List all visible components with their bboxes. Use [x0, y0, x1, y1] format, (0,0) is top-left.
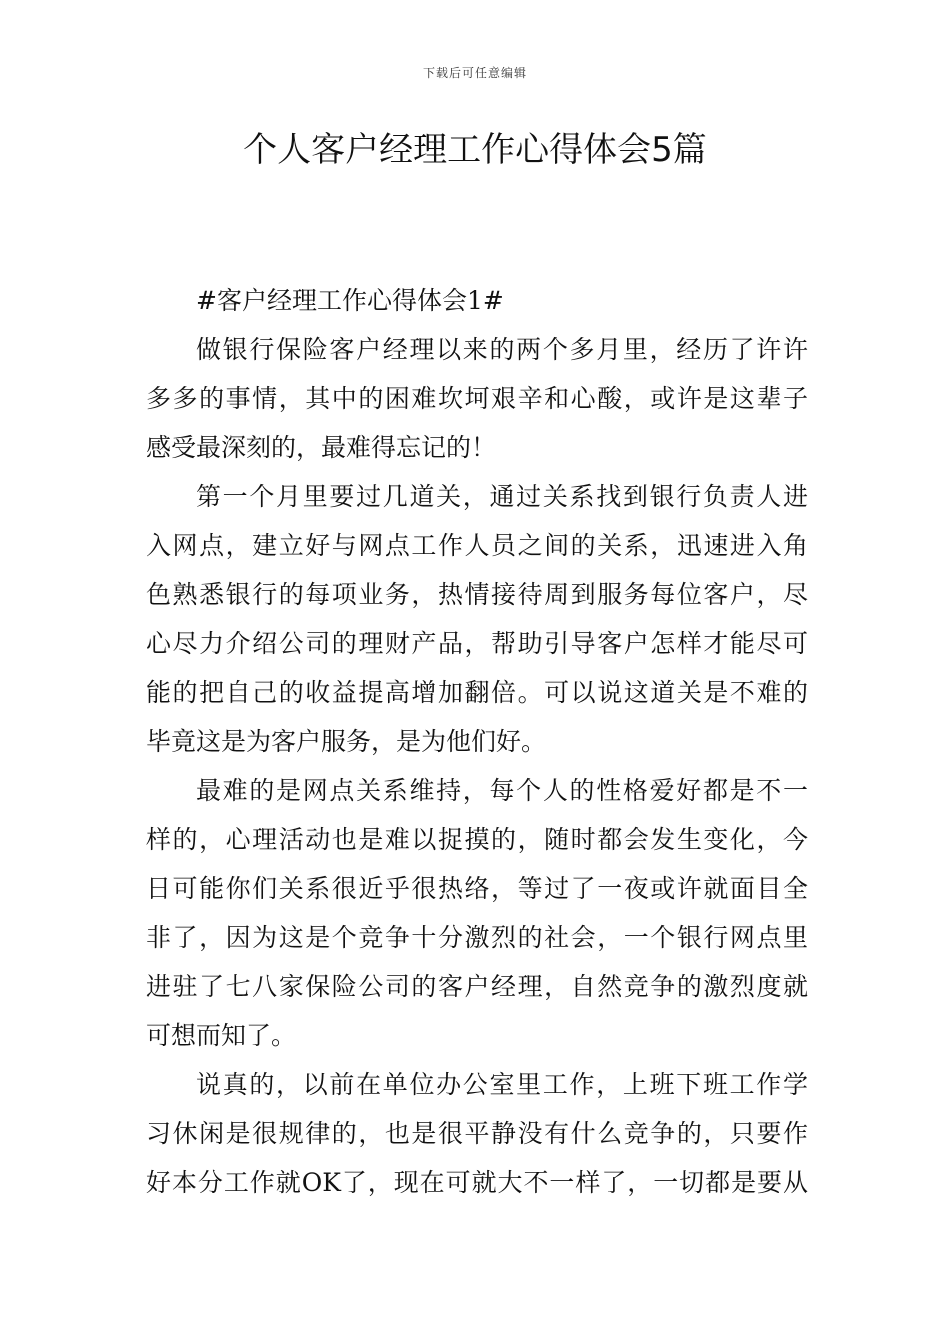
paragraph-3 — [146, 766, 808, 1060]
paragraph-1 — [146, 325, 808, 472]
paragraph-line: 好本分工作就OK了，现在可就大不一样了，一切都是要从 — [146, 1168, 808, 1197]
paragraph-line: 进驻了七八家保险公司的客户经理，自然竞争的激烈度就 — [146, 972, 808, 1001]
paragraph-line: 心尽力介绍公司的理财产品，帮助引导客户怎样才能尽可 — [146, 629, 808, 658]
document-body — [146, 276, 808, 1207]
section-heading: #客户经理工作心得体会1# — [196, 286, 504, 315]
paragraph-line: 日可能你们关系很近乎很热络，等过了一夜或许就面目全 — [146, 874, 808, 903]
paragraph-line: 第一个月里要过几道关，通过关系找到银行负责人进 — [196, 482, 808, 511]
paragraph-4 — [146, 1060, 808, 1207]
paragraph-line: 能的把自己的收益提高增加翻倍。可以说这道关是不难的 — [146, 678, 808, 707]
paragraph-line: 说真的，以前在单位办公室里工作，上班下班工作学 — [196, 1070, 808, 1099]
paragraph-line: 非了，因为这是个竞争十分激烈的社会，一个银行网点里 — [146, 923, 808, 952]
paragraph-line: 做银行保险客户经理以来的两个多月里，经历了许许 — [196, 335, 808, 364]
header-note: 下载后可任意编辑 — [422, 66, 527, 80]
paragraph-line: 可想而知了。 — [146, 1021, 297, 1050]
paragraph-line: 毕竟这是为客户服务，是为他们好。 — [146, 727, 547, 756]
document-title: 个人客户经理工作心得体会5篇 — [243, 130, 707, 170]
paragraph-line: 感受最深刻的，最难得忘记的！ — [146, 433, 497, 462]
paragraph-line: 习休闲是很规律的，也是很平静没有什么竞争的，只要作 — [146, 1119, 808, 1148]
paragraph-line: 多多的事情，其中的困难坎坷艰辛和心酸，或许是这辈子 — [146, 384, 808, 413]
paragraph-line: 样的，心理活动也是难以捉摸的，随时都会发生变化，今 — [146, 825, 808, 854]
paragraph-line: 最难的是网点关系维持，每个人的性格爱好都是不一 — [196, 776, 808, 805]
paragraph-line: 色熟悉银行的每项业务，热情接待周到服务每位客户，尽 — [146, 580, 808, 609]
paragraph-2 — [146, 472, 808, 766]
paragraph-line: 入网点，建立好与网点工作人员之间的关系，迅速进入角 — [146, 531, 808, 560]
